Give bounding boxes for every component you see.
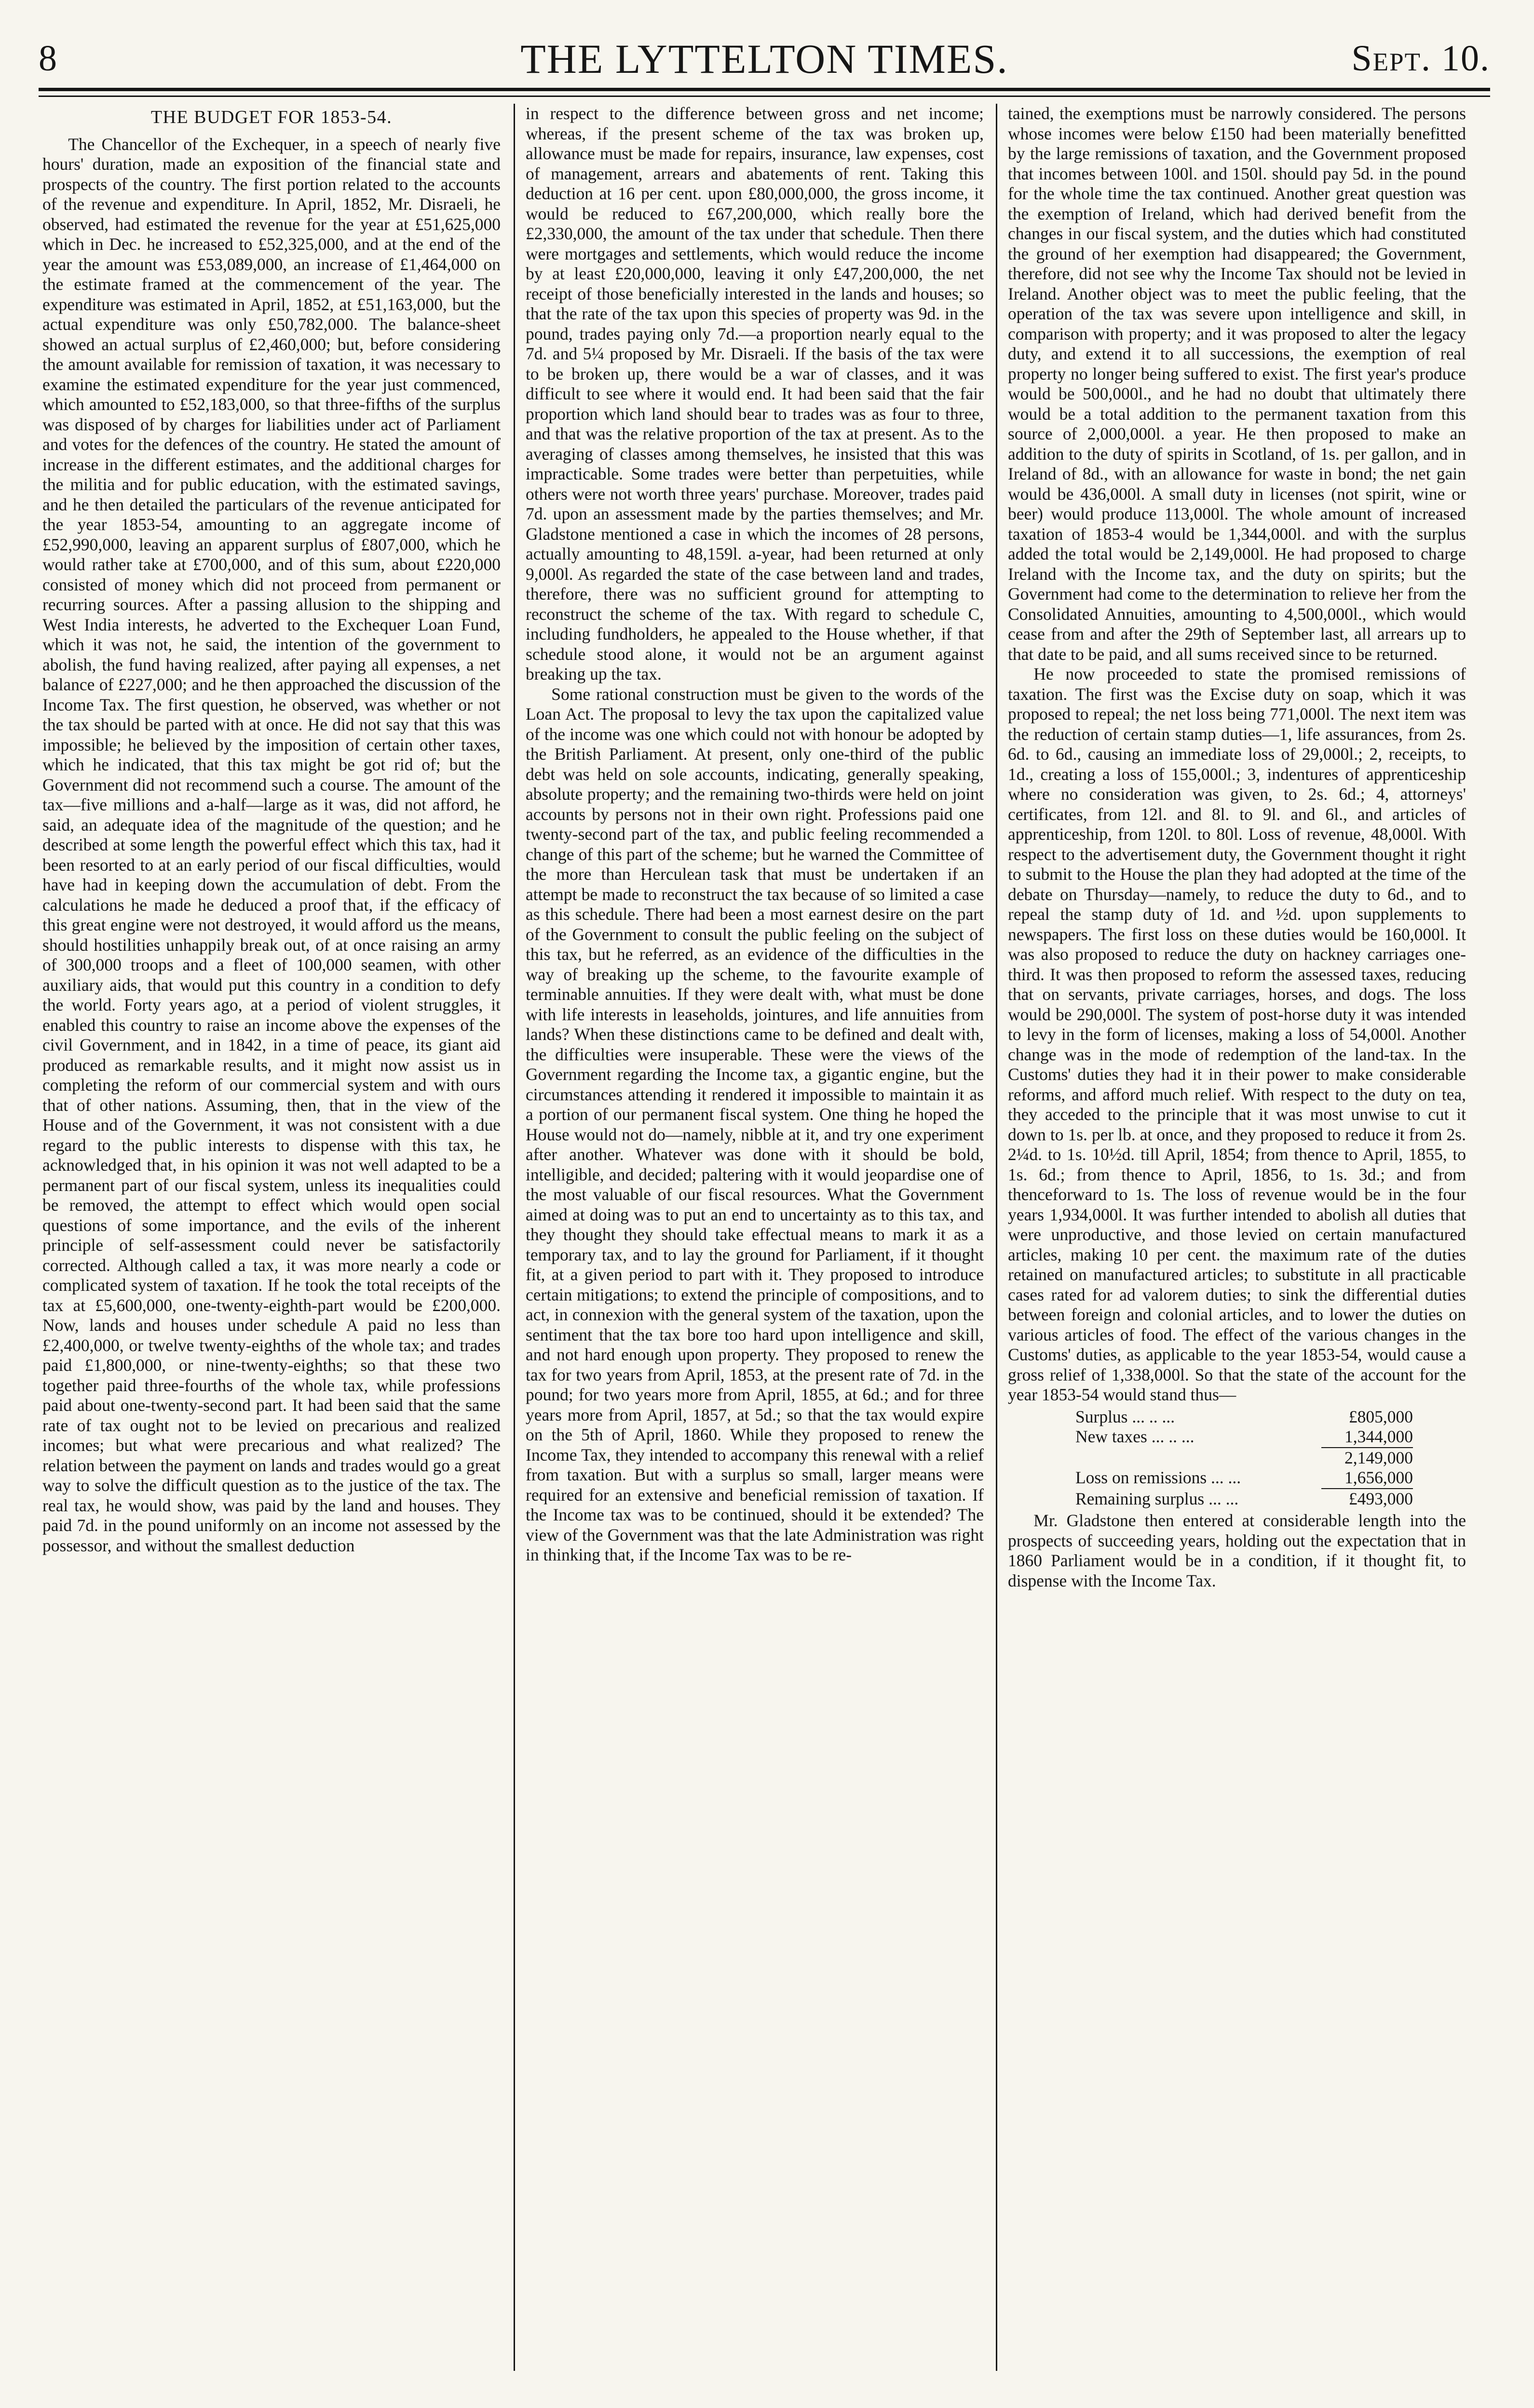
article-column-2 <box>526 104 984 2371</box>
statement-row-loss <box>1075 1468 1413 1488</box>
statement-label: Surplus ... .. ... <box>1075 1407 1175 1426</box>
newspaper-title: THE LYTTELTON TIMES. <box>520 36 1008 82</box>
column-divider <box>996 104 997 2371</box>
article-paragraph: He now proceeded to state the promised remissions of taxation. The first was the Excise duty on soap, which it was proposed to repeal; the net loss being 771,000l. The next item was the reduction of certain stamp duties—1, life assurances, from 2s. 6d. to 6d., causing an immediate loss of 29,000l.; 2, receipts, to 1d., creating a loss of 155,000l.; 3, indentures of apprenticeship where no consideration was given, to 2s. 6d.; 4, attorneys' certificates, from 12l. and 8l. to 9l. and 6l., and articles of apprenticeship, from 120l. to 80l. Loss of revenue, 48,000l. With respect to the advertisement duty, the Government thought it right to submit to the House the plan they had adopted at the time of the debate on Thursday—namely, to reduce the duty to 6d., and to repeal the stamp duty of 1d. and ½d. upon supplements to newspapers. The first loss on these duties would be 160,000l. It was also proposed to reduce the duty on hackney carriages one-third. It was then proposed to reform the assessed taxes, reducing that on servants, private carriages, horses, and dogs. The loss would be 290,000l. The system of post-horse duty it was intended to levy in the form of licenses, making a loss of 54,000l. Another change was in the mode of redemption of the land-tax. In the Customs' duties they had it in their power to make considerable reforms, and afford much relief. With respect to the duty on tea, they acceded to the principle that it was most unwise to cut it down to 1s. per lb. at once, and they proposed to reduce it from 2s. 2¼d. to 1s. 10½d. till April, 1854; from thence to April, 1855, to 1s. 6d.; from thence to April, 1856, to 1s. 3d.; and from thenceforward to 1s. The loss of revenue would be in the four years 1,934,000l. It was further intended to abolish all duties that were unproductive, and those levied on certain manufactured articles, making 10 per cent. the maximum rate of the duties retained on manufactured articles; to substitute in all practicable cases rated for ad valorem duties; to sink the differential duties between foreign and colonial articles, and to lower the duties on various articles of food. The effect of the various changes in the Customs' duties, as applicable to the year 1853-54, would cause a gross relief of 1,338,000l. So that the state of the account for the year 1853-54 would stand thus— <box>1008 664 1466 1404</box>
article-paragraph: The Chancellor of the Exchequer, in a speech of nearly five hours' duration, made an exposition of the financial state and prospects of the country. The first portion related to the accounts of the revenue and expenditure. In April, 1852, Mr. Disraeli, he observed, had estimated the revenue for the year at £51,625,000 which in Dec. he increased to £52,325,000, and at the end of the year the amount was £53,089,000, an increase of £1,464,000 on the estimate framed at the commencement of the year. The expenditure was estimated in April, 1852, at £51,163,000, but the actual expenditure was only £50,782,000. The balance-sheet showed an actual surplus of £2,460,000; but, before considering the amount available for remission of taxation, it was necessary to examine the estimated expenditure for the year just commenced, which amounted to £52,183,000, so that three-fifths of the surplus was disposed of by charges for liabilities under act of Parliament and votes for the defences of the country. He stated the amount of increase in the different estimates, and the additional charges for the militia and for public education, with the estimated savings, and he then detailed the particulars of the revenue anticipated for the year 1853-54, amounting to an aggregate income of £52,990,000, leaving an apparent surplus of £807,000, which he would rather take at £700,000, and of this sum, about £220,000 consisted of money which did not proceed from permanent or recurring sources. After a passing allusion to the shipping and West India interests, he adverted to the Exchequer Loan Fund, which it was not, he said, the intention of the government to abolish, the fund having realized, after paying all expenses, a net balance of £227,000; and he then approached the discussion of the Income Tax. The first question, he observed, was whether or not the tax should be parted with at once. He did not say that this was impossible; he believed by the imposition of certain other taxes, which he indicated, that this tax might be got rid of; but the Government did not recommend such a course. The amount of the tax—five millions and a-half—large as it was, did not afford, he said, an adequate idea of the magnitude of the question; and he described at some length the powerful effect which this tax, had it been resorted to at an early period of our fiscal difficulties, would have had in keeping down the accumulation of debt. From the calculations he made he deduced a proof that, if the efficacy of this great engine were not destroyed, it would afford us the means, should hostilities unhappily break out, of at once raising an army of 300,000 troops and a fleet of 100,000 seamen, with other auxiliary aids, that would put this country in a condition to defy the world. Forty years ago, at a period of violent struggles, it enabled this country to raise an income above the expenses of the civil Government, and in 1842, in a time of peace, its giant aid produced as remarkable results, and it might now assist us in completing the reform of our commercial system and with ours that of other nations. Assuming, then, that in the view of the House and of the Government, it was not consistent with a due regard to the public interests to dispense with this tax, he acknowledged that, in his opinion it was not well adapted to be a permanent part of our fiscal system, unless its inequalities could be removed, the attempt to effect which would open social questions of some importance, and the evils of the inherent principle of self-assessment could never be satisfactorily corrected. Although called a tax, it was more nearly a code or complicated system of taxation. If he took the total receipts of the tax at £5,600,000, one-twenty-eighth-part would be £200,000. Now, lands and houses under schedule A paid no less than £2,400,000, or twelve twenty-eighths of the whole tax; and trades paid £1,800,000, or nine-twenty-eighths; so that these two together paid three-fourths of the whole tax, while professions paid about one-twenty-second part. It had been said that the same rate of tax ought not to be levied on precarious and realized incomes; but what were precarious and what realized? The relation between the payment on lands and trades would go a great way to solve the difficult question as to the justice of the tax. The real tax, he would show, was paid by the land and houses. They paid 7d. in the pound uniformly on an income not assessed by the possessor, and without the smallest deduction <box>42 134 501 1555</box>
column-divider <box>514 104 515 2371</box>
statement-row-remaining <box>1075 1489 1413 1509</box>
article-paragraph: Mr. Gladstone then entered at considerable length into the prospects of succeeding years, holding out the expectation that in 1860 Parliament would be in a condition, if it thought fit, to dispense with the Income Tax. <box>1008 1511 1466 1590</box>
statement-row-surplus <box>1075 1407 1413 1427</box>
statement-row-subtotal <box>1075 1448 1413 1468</box>
masthead-rule-thin <box>39 96 1490 97</box>
masthead-rule-thick <box>39 88 1490 91</box>
statement-amount: 1,344,000 <box>1344 1427 1413 1446</box>
statement-label: New taxes ... .. ... <box>1075 1427 1195 1446</box>
statement-amount: 1,656,000 <box>1344 1468 1413 1487</box>
article-paragraph: tained, the exemptions must be narrowly considered. The persons whose incomes were below £150 had been materially benefitted by the large remissions of taxation, and the Government proposed that incomes between 100l. and 150l. should pay 5d. in the pound for the whole time the tax continued. Another great question was the exemption of Ireland, which had derived benefit from the changes in our fiscal system, and the duties which had constituted the ground of her exemption had disappeared; the Government, therefore, did not see why the Income Tax should not be levied in Ireland. Another object was to meet the public feeling, that the operation of the tax was severe upon intelligence and skill, in comparison with property; and it was proposed to alter the legacy duty, and extend it to all successions, the exemption of real property no longer being suffered to exist. The first year's produce would be 500,000l., and he had no doubt that ultimately there would be a total addition to the permanent taxation from this source of 2,000,000l. a year. He then proposed to make an addition to the duty of spirits in Scotland, of 1s. per gallon, and in Ireland of 8d., with an allowance for waste in bond; the net gain would be 436,000l. A small duty in licenses (not spirit, wine or beer) would produce 113,000l. The whole amount of increased taxation of 1853-4 would be 1,344,000l. and with the surplus added the total would be 2,149,000l. He had proposed to charge Ireland with the Income tax, and the duty on spirits; but the Government had come to the determination to relieve her from the Consolidated Annuities, amounting to 4,500,000l., which would cease from and after the 29th of September last, all arrears up to that date to be paid, and all sums received since to be returned. <box>1008 104 1466 664</box>
article-column-3 <box>1008 104 1466 2371</box>
statement-row-new-taxes <box>1075 1427 1413 1447</box>
statement-amount: £493,000 <box>1348 1489 1413 1508</box>
article-paragraph: Some rational construction must be given to the words of the Loan Act. The proposal to levy the tax upon the capitalized value of the income was one which could not with honour be adopted by the British Parliament. At present, only one-third of the public debt was held on sole accounts, indicating, generally speaking, absolute property; and the remaining two-thirds were held on joint accounts by persons not in their own right. Professions paid one twenty-second part of the tax, and public feeling recommended a change of this part of the scheme; but he warned the Committee of the more than Herculean task that must be undertaken if an attempt be made to reconstruct the tax because of so limited a case as this schedule. There had been a most earnest desire on the part of the Government to consult the public feeling on the subject of this tax, but he referred, as an evidence of the difficulties in the way of breaking up the scheme, to the favourite example of terminable annuities. If they were dealt with, what must be done with life interests in leaseholds, jointures, and life annuities from lands? When these distinctions came to be defined and dealt with, the difficulties were insuperable. These were the views of the Government regarding the Income tax, a gigantic engine, but the circumstances attending it rendered it impossible to maintain it as a portion of our permanent fiscal system. One thing he hoped the House would not do—namely, nibble at it, and try one experiment after another. Whatever was done with it should be bold, intelligible, and decided; paltering with it would jeopardise one of the most valuable of our fiscal resources. What the Government aimed at doing was to put an end to uncertainty as to this tax, and they thought they should take effectual means to mark it as a temporary tax, and to lay the ground for Parliament, if it thought fit, at a given period to part with it. They proposed to introduce certain mitigations; to extend the principle of compositions, and to act, in connexion with the general system of the taxation, upon the sentiment that the tax bore too hard upon intelligence and skill, and not hard enough upon property. They proposed to renew the tax for two years from April, 1853, at the present rate of 7d. in the pound; for two years more from April, 1855, at 6d.; and for three years more from April, 1857, at 5d.; so that the tax would expire on the 5th of April, 1860. While they proposed to renew the Income Tax, they intended to accompany this renewal with a relief from taxation. But with a surplus so small, larger means were required for an extensive and beneficial remission of taxation. If the Income tax was to be continued, should it be extended? The view of the Government was that the late Administration was right in thinking that, if the Income Tax was to be re- <box>526 684 984 1564</box>
masthead <box>39 28 1490 86</box>
article-column-1 <box>42 104 501 2371</box>
statement-amount: 2,149,000 <box>1344 1448 1413 1467</box>
article-headline: THE BUDGET FOR 1853-54. <box>150 107 393 127</box>
issue-date: Sept. 10. <box>1351 38 1490 79</box>
page-number: 8 <box>39 38 57 79</box>
article-paragraph: in respect to the difference between gross and net income; whereas, if the present scheme of the tax was broken up, allowance must be made for repairs, insurance, law expenses, cost of management, arrears and abatements of rent. Taking this deduction at 16 per cent. upon £80,000,000, the gross income, it would be reduced to £67,200,000, which really bore the £2,330,000, the amount of the tax under that schedule. Then there were mortgages and settlements, which would reduce the income by at least £20,000,000, leaving it only £47,200,000, the net receipt of those beneficially interested in the lands and houses; so that the rate of the tax upon this species of property was 9d. in the pound, trades paying only 7d.—a proportion nearly equal to the 7d. and 5¼ proposed by Mr. Disraeli. If the basis of the tax were to be broken up, there would be a war of classes, and it was difficult to see where it would end. It had been said that the fair proportion which land should bear to trades was as four to three, and that was the relative proportion of the tax at present. As to the averaging of classes among themselves, he insisted that this was impracticable. Some trades were better than perpetuities, while others were not worth three years' purchase. Moreover, trades paid 7d. upon an assessment made by the parties themselves; and Mr. Gladstone mentioned a case in which the incomes of 28 persons, actually amounting to 48,159l. a-year, had been returned at only 9,000l. As regarded the state of the case between land and trades, therefore, there was no sufficient ground for attempting to reconstruct the scheme of the tax. With regard to schedule C, including fundholders, he appealed to the House whether, if that schedule stood alone, it would not be an argument against breaking up the tax. <box>526 104 984 684</box>
statement-label: Remaining surplus ... ... <box>1075 1489 1239 1508</box>
account-statement <box>1075 1407 1413 1509</box>
statement-amount: £805,000 <box>1348 1407 1413 1426</box>
statement-label: Loss on remissions ... ... <box>1075 1468 1241 1487</box>
